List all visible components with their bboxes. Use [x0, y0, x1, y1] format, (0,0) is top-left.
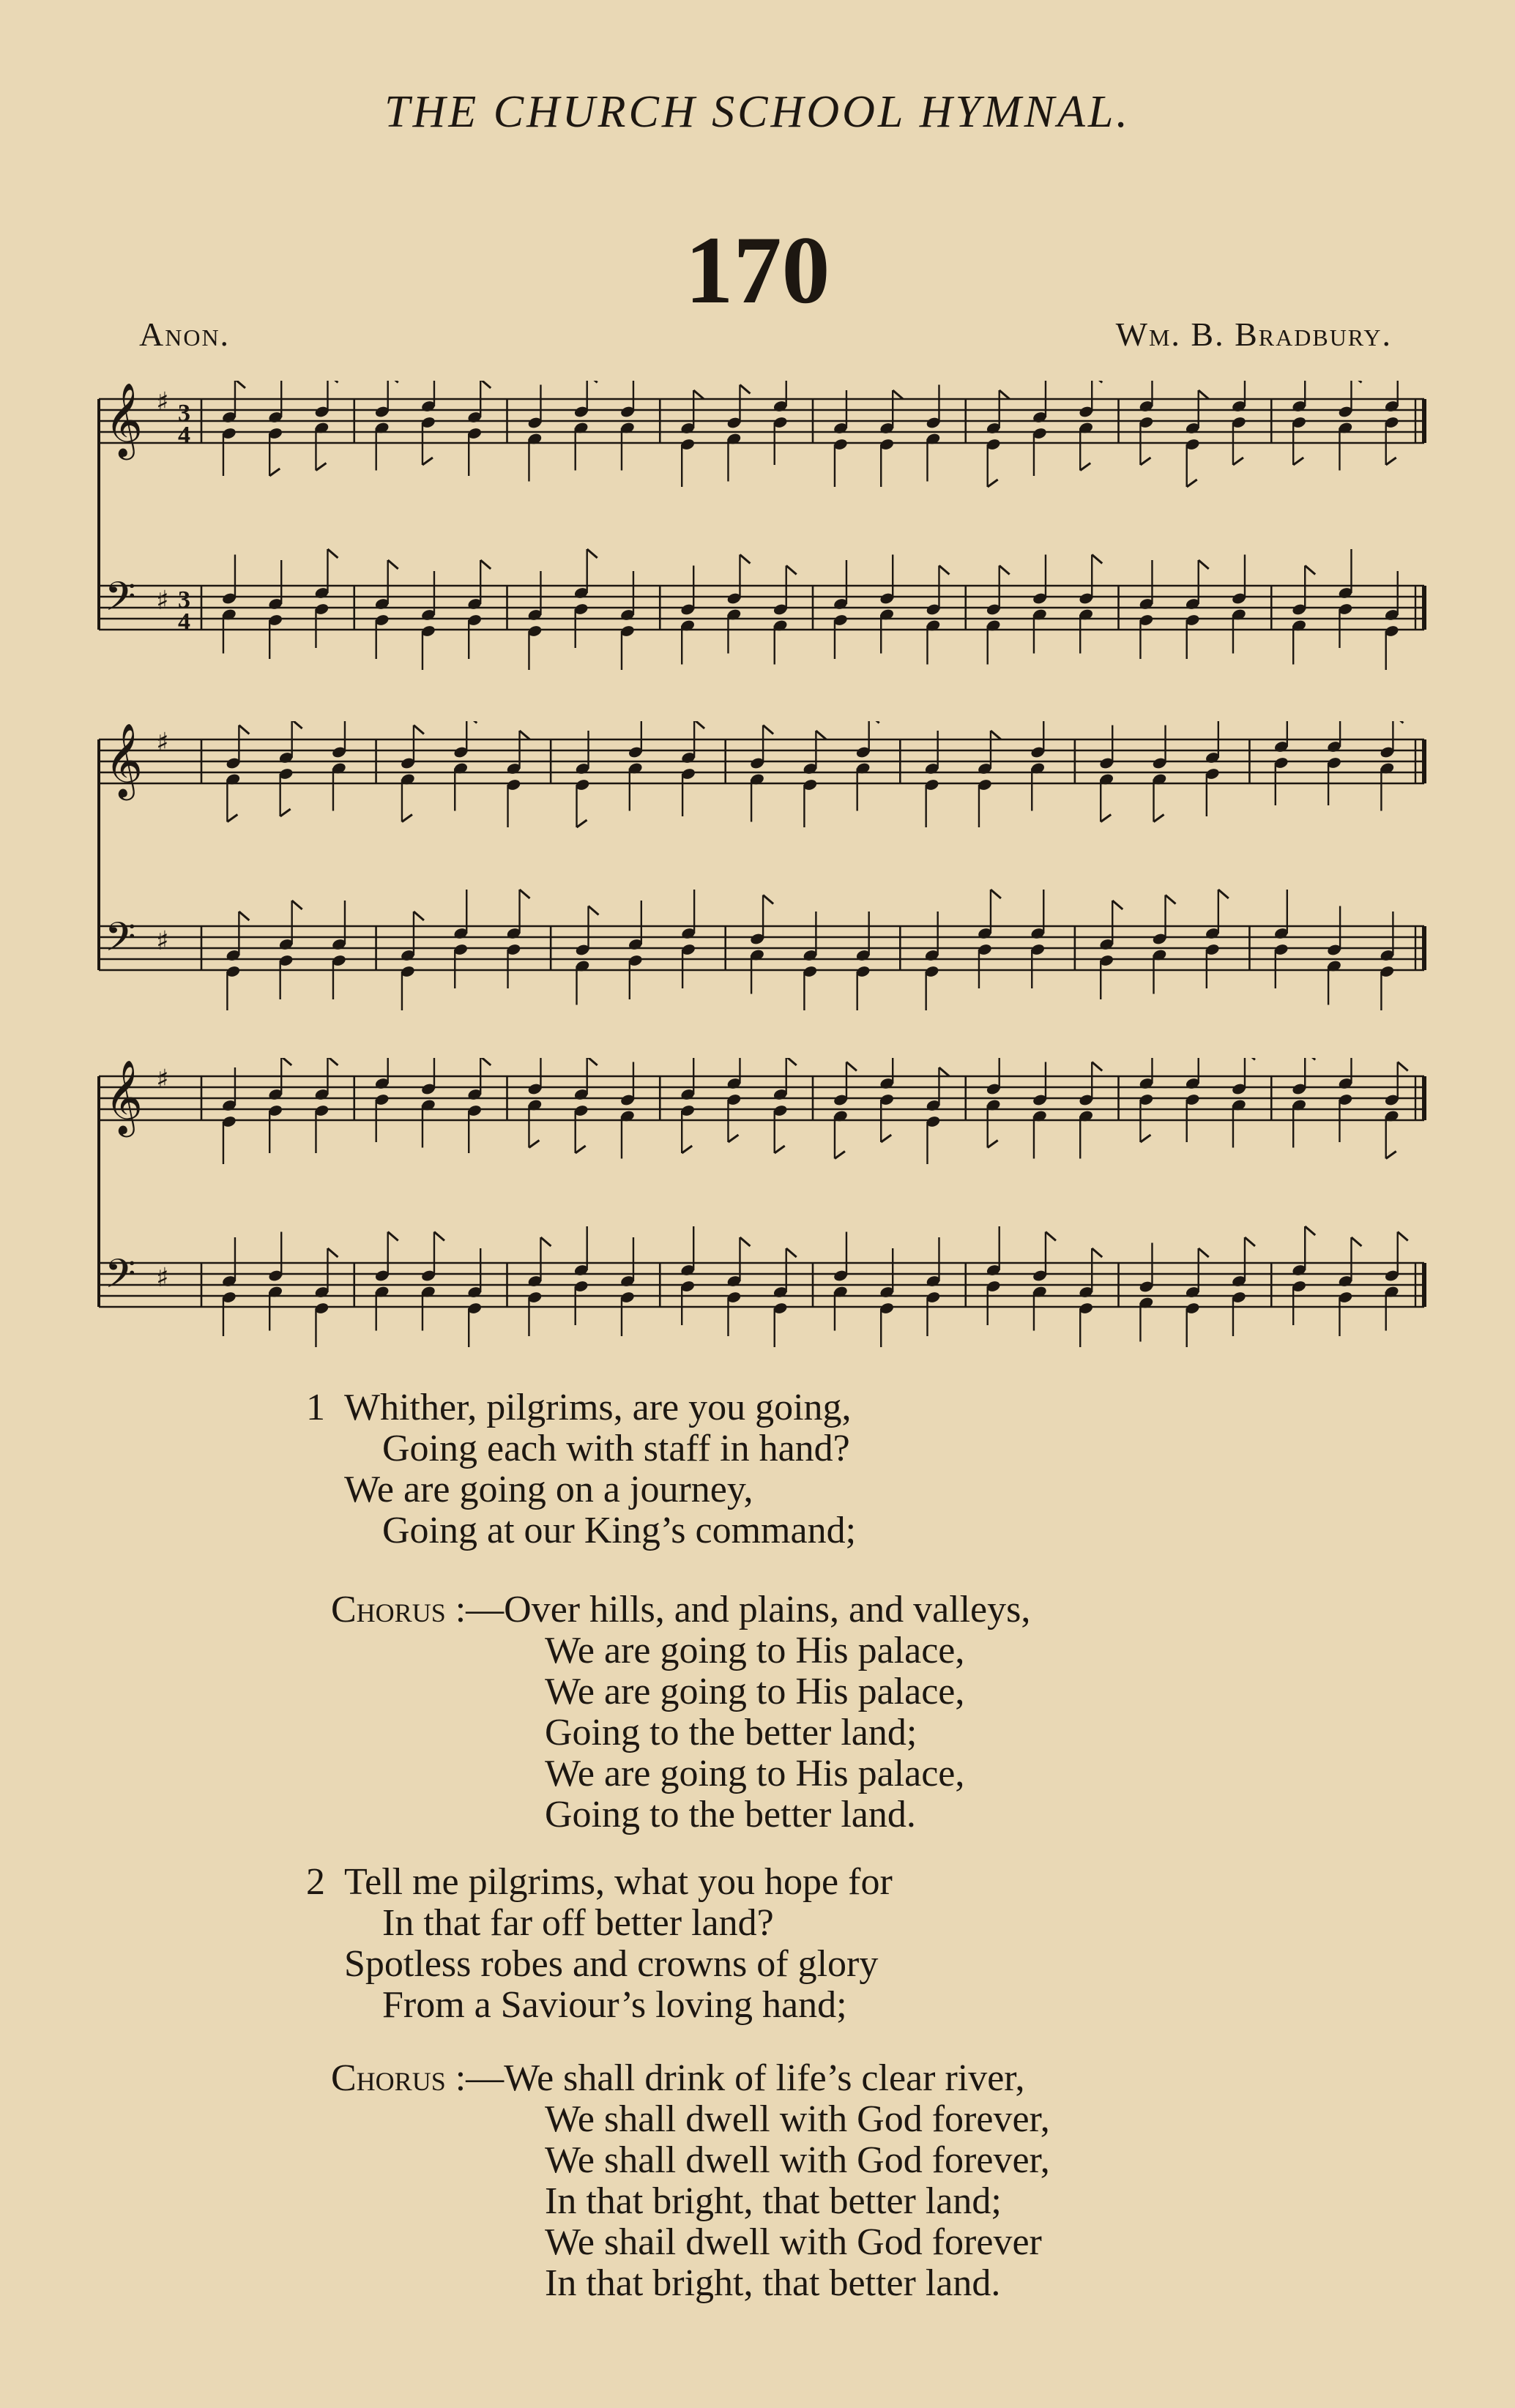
note-flag	[682, 1146, 692, 1153]
note-flag	[1101, 815, 1111, 822]
chorus-2-line-4: In that bright, that better land;	[545, 2180, 1002, 2222]
words-credit: Anon.	[139, 316, 231, 353]
treble-clef-icon: 𝄞	[105, 381, 144, 457]
note-flag	[763, 726, 773, 734]
sharp-icon: ♯	[156, 1263, 169, 1293]
time-signature-bottom: 4	[178, 608, 190, 635]
verse-2-line-3: Spotless robes and crowns of glory	[344, 1943, 879, 1985]
note-flag	[786, 1058, 797, 1065]
note-flag	[1187, 480, 1197, 487]
note-flag	[587, 381, 598, 383]
note-flag	[1386, 1152, 1396, 1159]
note-flag	[292, 721, 302, 728]
score-system-1	[92, 381, 1432, 688]
note-flag	[1140, 458, 1150, 465]
note-flag	[694, 721, 704, 728]
note-flag	[434, 1232, 444, 1241]
note-flag	[893, 390, 903, 399]
note-flag	[327, 549, 338, 558]
note-flag	[280, 809, 291, 816]
score-system-3-notation	[92, 1058, 1432, 1365]
time-signature-top: 3	[178, 586, 190, 614]
verse-number: 2	[306, 1861, 325, 1903]
bass-clef-icon: 𝄢	[105, 1250, 136, 1307]
note-flag	[1092, 381, 1102, 383]
chorus-2-line-3: We shall dwell with God forever,	[545, 2139, 1050, 2181]
note-flag	[529, 1141, 539, 1148]
note-flag	[1166, 895, 1176, 904]
note-flag	[388, 381, 398, 383]
chorus-1-line-4: Going to the better land;	[545, 1712, 917, 1753]
chorus-1-line-5: We are going to His palace,	[545, 1753, 965, 1794]
note-flag	[939, 566, 949, 575]
note-flag	[1386, 458, 1396, 465]
note-flag	[423, 458, 433, 465]
note-flag	[589, 906, 599, 915]
chorus-1	[331, 1589, 1030, 1835]
verse-2-line-2: In that far off better land?	[382, 1902, 774, 1944]
note-flag	[1398, 1062, 1408, 1071]
bass-clef-icon: 𝄢	[105, 573, 136, 630]
note-flag	[587, 549, 598, 558]
score-system-2-notation	[92, 721, 1432, 1029]
note-flag	[227, 815, 237, 822]
chorus-2-line-5: We shail dwell with God forever	[545, 2221, 1042, 2263]
chorus-1-line-3: We are going to His palace,	[545, 1671, 965, 1712]
note-flag	[388, 1232, 398, 1241]
note-flag	[786, 1248, 797, 1257]
note-flag	[239, 726, 249, 734]
note-flag	[1245, 1237, 1255, 1246]
hymn-number: 170	[685, 216, 830, 324]
sharp-icon: ♯	[156, 1065, 169, 1095]
note-flag	[1351, 1237, 1361, 1246]
note-flag	[991, 890, 1001, 898]
chorus-1-line-6: Going to the better land.	[545, 1794, 916, 1835]
chorus-2-line-6: In that bright, that better land.	[545, 2262, 1001, 2304]
score-system-2	[92, 721, 1432, 1029]
note-flag	[520, 731, 530, 739]
note-flag	[740, 1237, 750, 1246]
verse-1-line-3: We are going on a journey,	[344, 1469, 753, 1510]
note-flag	[1393, 721, 1403, 723]
note-flag	[402, 815, 412, 822]
music-credit: Wm. B. Bradbury.	[1115, 316, 1392, 353]
note-flag	[281, 1058, 291, 1065]
note-flag	[576, 1146, 586, 1153]
chorus-1-line-1: Chorus :—Over hills, and plains, and valleys,	[331, 1589, 1031, 1630]
note-flag	[1046, 1232, 1056, 1241]
note-flag	[327, 1248, 338, 1257]
note-flag	[1140, 1135, 1150, 1142]
treble-clef-icon: 𝄞	[105, 722, 144, 797]
note-flag	[693, 390, 704, 399]
note-flag	[1351, 381, 1361, 383]
note-flag	[414, 726, 424, 734]
note-flag	[1000, 566, 1010, 575]
note-flag	[786, 566, 797, 575]
score-system-3	[92, 1058, 1432, 1365]
verse-1-line-4: Going at our King’s command;	[382, 1510, 857, 1551]
note-flag	[1080, 463, 1090, 471]
note-flag	[577, 820, 587, 827]
chorus-2-line-1: Chorus :—We shall drink of life’s clear river,	[331, 2057, 1025, 2099]
time-signature-top: 3	[178, 400, 190, 427]
note-flag	[269, 469, 280, 476]
note-flag	[466, 721, 477, 723]
note-flag	[1092, 555, 1102, 564]
note-flag	[816, 731, 826, 739]
note-flag	[239, 912, 249, 920]
note-flag	[991, 731, 1001, 739]
note-flag	[1154, 815, 1164, 822]
note-flag	[480, 1058, 491, 1065]
verse-2	[306, 1861, 893, 2026]
note-flag	[869, 721, 879, 723]
sharp-icon: ♯	[156, 586, 169, 616]
chorus-label: Chorus :—	[331, 1589, 505, 1630]
note-flag	[316, 463, 326, 471]
chorus-1-line-2: We are going to His palace,	[545, 1630, 965, 1671]
note-flag	[414, 912, 424, 920]
verse-1-line-2: Going each with staff in hand?	[382, 1428, 850, 1469]
note-flag	[1000, 390, 1010, 399]
note-flag	[327, 1058, 338, 1065]
chorus-2-line-2: We shall dwell with God forever,	[545, 2098, 1050, 2140]
verse-1-line-1: 1 Whither, pilgrims, are you going,	[306, 1387, 852, 1428]
chorus-2	[331, 2058, 1050, 2304]
sharp-icon: ♯	[156, 926, 169, 956]
note-flag	[988, 480, 998, 487]
running-head: THE CHURCH SCHOOL HYMNAL.	[384, 87, 1131, 137]
bass-clef-icon: 𝄢	[105, 914, 136, 970]
note-flag	[1199, 390, 1209, 399]
note-flag	[1233, 458, 1243, 465]
note-flag	[1245, 1058, 1255, 1060]
note-flag	[1199, 1248, 1209, 1257]
note-flag	[939, 1067, 949, 1076]
note-flag	[1398, 1232, 1408, 1241]
note-flag	[1112, 901, 1123, 909]
note-flag	[1305, 1058, 1315, 1060]
note-flag	[988, 1141, 998, 1148]
note-flag	[1218, 890, 1229, 898]
note-flag	[1293, 458, 1303, 465]
time-signature-bottom: 4	[178, 422, 190, 449]
verse-2-line-1: 2 Tell me pilgrims, what you hope for	[306, 1861, 893, 1903]
note-flag	[740, 555, 750, 564]
note-flag	[520, 890, 530, 898]
note-flag	[540, 1237, 551, 1246]
sharp-icon: ♯	[156, 728, 169, 758]
note-flag	[728, 1135, 738, 1142]
note-flag	[846, 1062, 857, 1071]
note-flag	[775, 1146, 785, 1153]
note-flag	[388, 560, 398, 569]
score-system-1-notation	[92, 381, 1432, 688]
note-flag	[763, 895, 773, 904]
note-flag	[1092, 1062, 1102, 1071]
note-flag	[1092, 1248, 1102, 1257]
note-flag	[327, 381, 338, 383]
note-flag	[1199, 560, 1209, 569]
treble-clef-icon: 𝄞	[105, 1059, 144, 1134]
note-flag	[1305, 1226, 1315, 1235]
note-flag	[480, 381, 491, 388]
note-flag	[587, 1058, 598, 1065]
chorus-label: Chorus :—	[331, 2057, 505, 2099]
verse-number: 1	[306, 1387, 325, 1428]
note-flag	[740, 385, 750, 394]
note-flag	[835, 1152, 845, 1159]
verse-2-line-4: From a Saviour’s loving hand;	[382, 1984, 847, 2026]
note-flag	[480, 560, 491, 569]
sharp-icon: ♯	[156, 387, 169, 417]
note-flag	[881, 1135, 891, 1142]
verse-1	[306, 1387, 857, 1551]
note-flag	[235, 381, 245, 388]
note-flag	[1305, 566, 1315, 575]
note-flag	[292, 901, 302, 909]
